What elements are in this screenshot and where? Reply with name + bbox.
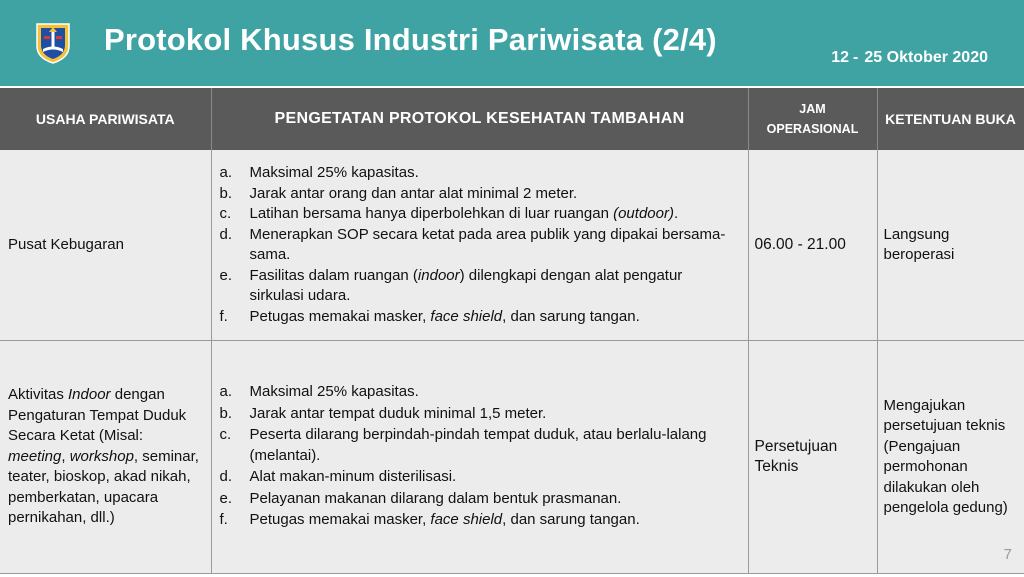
usaha-emphasis: Indoor [68, 386, 111, 404]
list-item [220, 467, 740, 488]
list-marker: e. [219, 266, 233, 284]
cell-protokol [211, 150, 748, 341]
protocol-table [0, 88, 1024, 574]
usaha-emphasis: meeting [8, 447, 62, 465]
cell-buka: Langsung beroperasi [877, 150, 1024, 341]
list-marker: a. [219, 164, 233, 181]
item-text: Maksimal 25% kapasitas. [249, 383, 419, 401]
table-row [0, 341, 1024, 574]
cell-protokol [211, 341, 748, 574]
list-marker: b. [219, 404, 233, 422]
date-range [831, 49, 988, 67]
slide-header [0, 0, 1024, 86]
item-emphasis: face shield [430, 307, 503, 325]
usaha-text: dengan Pengaturan Tempat Duduk Secara Ketat (Misal: [8, 386, 187, 445]
item-text-end: , dan sarung tangan. [502, 511, 640, 529]
item-text: Pelayanan makanan dilarang dalam bentuk prasmanan. [249, 489, 622, 507]
item-text-end: . [673, 205, 679, 222]
item-text: Peserta dilarang berpindah-pindah tempat duduk, atau berlalu-lalang (melantai). [249, 426, 707, 464]
jakarta-emblem-icon [34, 22, 72, 64]
usaha-text: Pusat Kebugaran [8, 235, 124, 253]
item-emphasis: (outdoor) [613, 205, 674, 222]
item-text: Latihan bersama hanya diperbolehkan di luar ruangan [249, 205, 614, 222]
column-header-jam-line1: JAM [799, 102, 826, 116]
list-marker: e. [219, 489, 233, 507]
date-end: 25 Oktober 2020 [864, 49, 988, 66]
column-header-jam-line2: OPERASIONAL [766, 122, 859, 136]
list-marker: d. [219, 468, 233, 486]
cell-jam: Persetujuan Teknis [748, 341, 877, 574]
protocol-list [220, 163, 740, 327]
column-header-protokol: PENGETATAN PROTOKOL KESEHATAN TAMBAHAN [211, 88, 748, 150]
list-marker: f. [219, 511, 228, 529]
item-text: Fasilitas dalam ruangan ( [249, 266, 418, 284]
page-number: 7 [1003, 546, 1012, 563]
item-emphasis: face shield [430, 511, 503, 529]
item-text: Menerapkan SOP secara ketat pada area publik yang dipakai bersama-sama. [249, 225, 726, 263]
cell-buka: Mengajukan persetujuan teknis (Pengajuan permohonan dilakukan oleh pengelola gedung) [877, 341, 1024, 574]
list-item [220, 184, 740, 205]
table-row [0, 150, 1024, 341]
list-item [220, 225, 740, 266]
date-start: 12 [831, 49, 850, 66]
column-header-buka: KETENTUAN BUKA [877, 88, 1024, 150]
list-item [220, 404, 740, 425]
item-text: Jarak antar orang dan antar alat minimal 2 meter. [249, 184, 578, 202]
page-title: Protokol Khusus Industri Pariwisata (2/4) [104, 22, 717, 57]
cell-jam: 06.00 - 21.00 [748, 150, 877, 341]
list-item [220, 266, 740, 307]
usaha-text: , seminar, teater, bioskop, akad nikah, pemberkatan, upacara pernikahan, dll.) [8, 447, 199, 527]
column-header-usaha: USAHA PARIWISATA [0, 88, 211, 150]
item-text-end: , dan sarung tangan. [502, 307, 640, 325]
list-item [220, 163, 740, 184]
usaha-emphasis: workshop [69, 447, 134, 465]
list-marker: c. [219, 205, 232, 222]
list-item [220, 425, 740, 466]
list-item [220, 489, 740, 510]
item-text: Petugas memakai masker, [249, 307, 431, 325]
item-text: Petugas memakai masker, [249, 511, 431, 529]
table-header-row [0, 88, 1024, 150]
usaha-text: , [61, 447, 70, 465]
list-item [220, 510, 740, 531]
date-separator: - [853, 49, 859, 66]
list-marker: d. [219, 225, 233, 243]
list-marker: f. [219, 307, 228, 325]
cell-usaha [0, 150, 211, 341]
cell-usaha [0, 341, 211, 574]
list-marker: c. [219, 426, 232, 444]
usaha-text: Aktivitas [8, 386, 69, 404]
item-text-end: ) dilengkapi dengan alat pengatur sirkulasi udara. [249, 266, 683, 304]
list-item [220, 382, 740, 403]
list-item [220, 307, 740, 328]
list-marker: a. [219, 383, 233, 401]
list-marker: b. [219, 184, 233, 202]
protocol-list [220, 382, 740, 531]
item-text: Maksimal 25% kapasitas. [249, 164, 419, 181]
column-header-jam [748, 88, 877, 150]
item-text: Alat makan-minum disterilisasi. [249, 468, 457, 486]
list-item [220, 204, 740, 225]
item-emphasis: indoor [417, 266, 460, 284]
item-text: Jarak antar tempat duduk minimal 1,5 meter. [249, 404, 547, 422]
